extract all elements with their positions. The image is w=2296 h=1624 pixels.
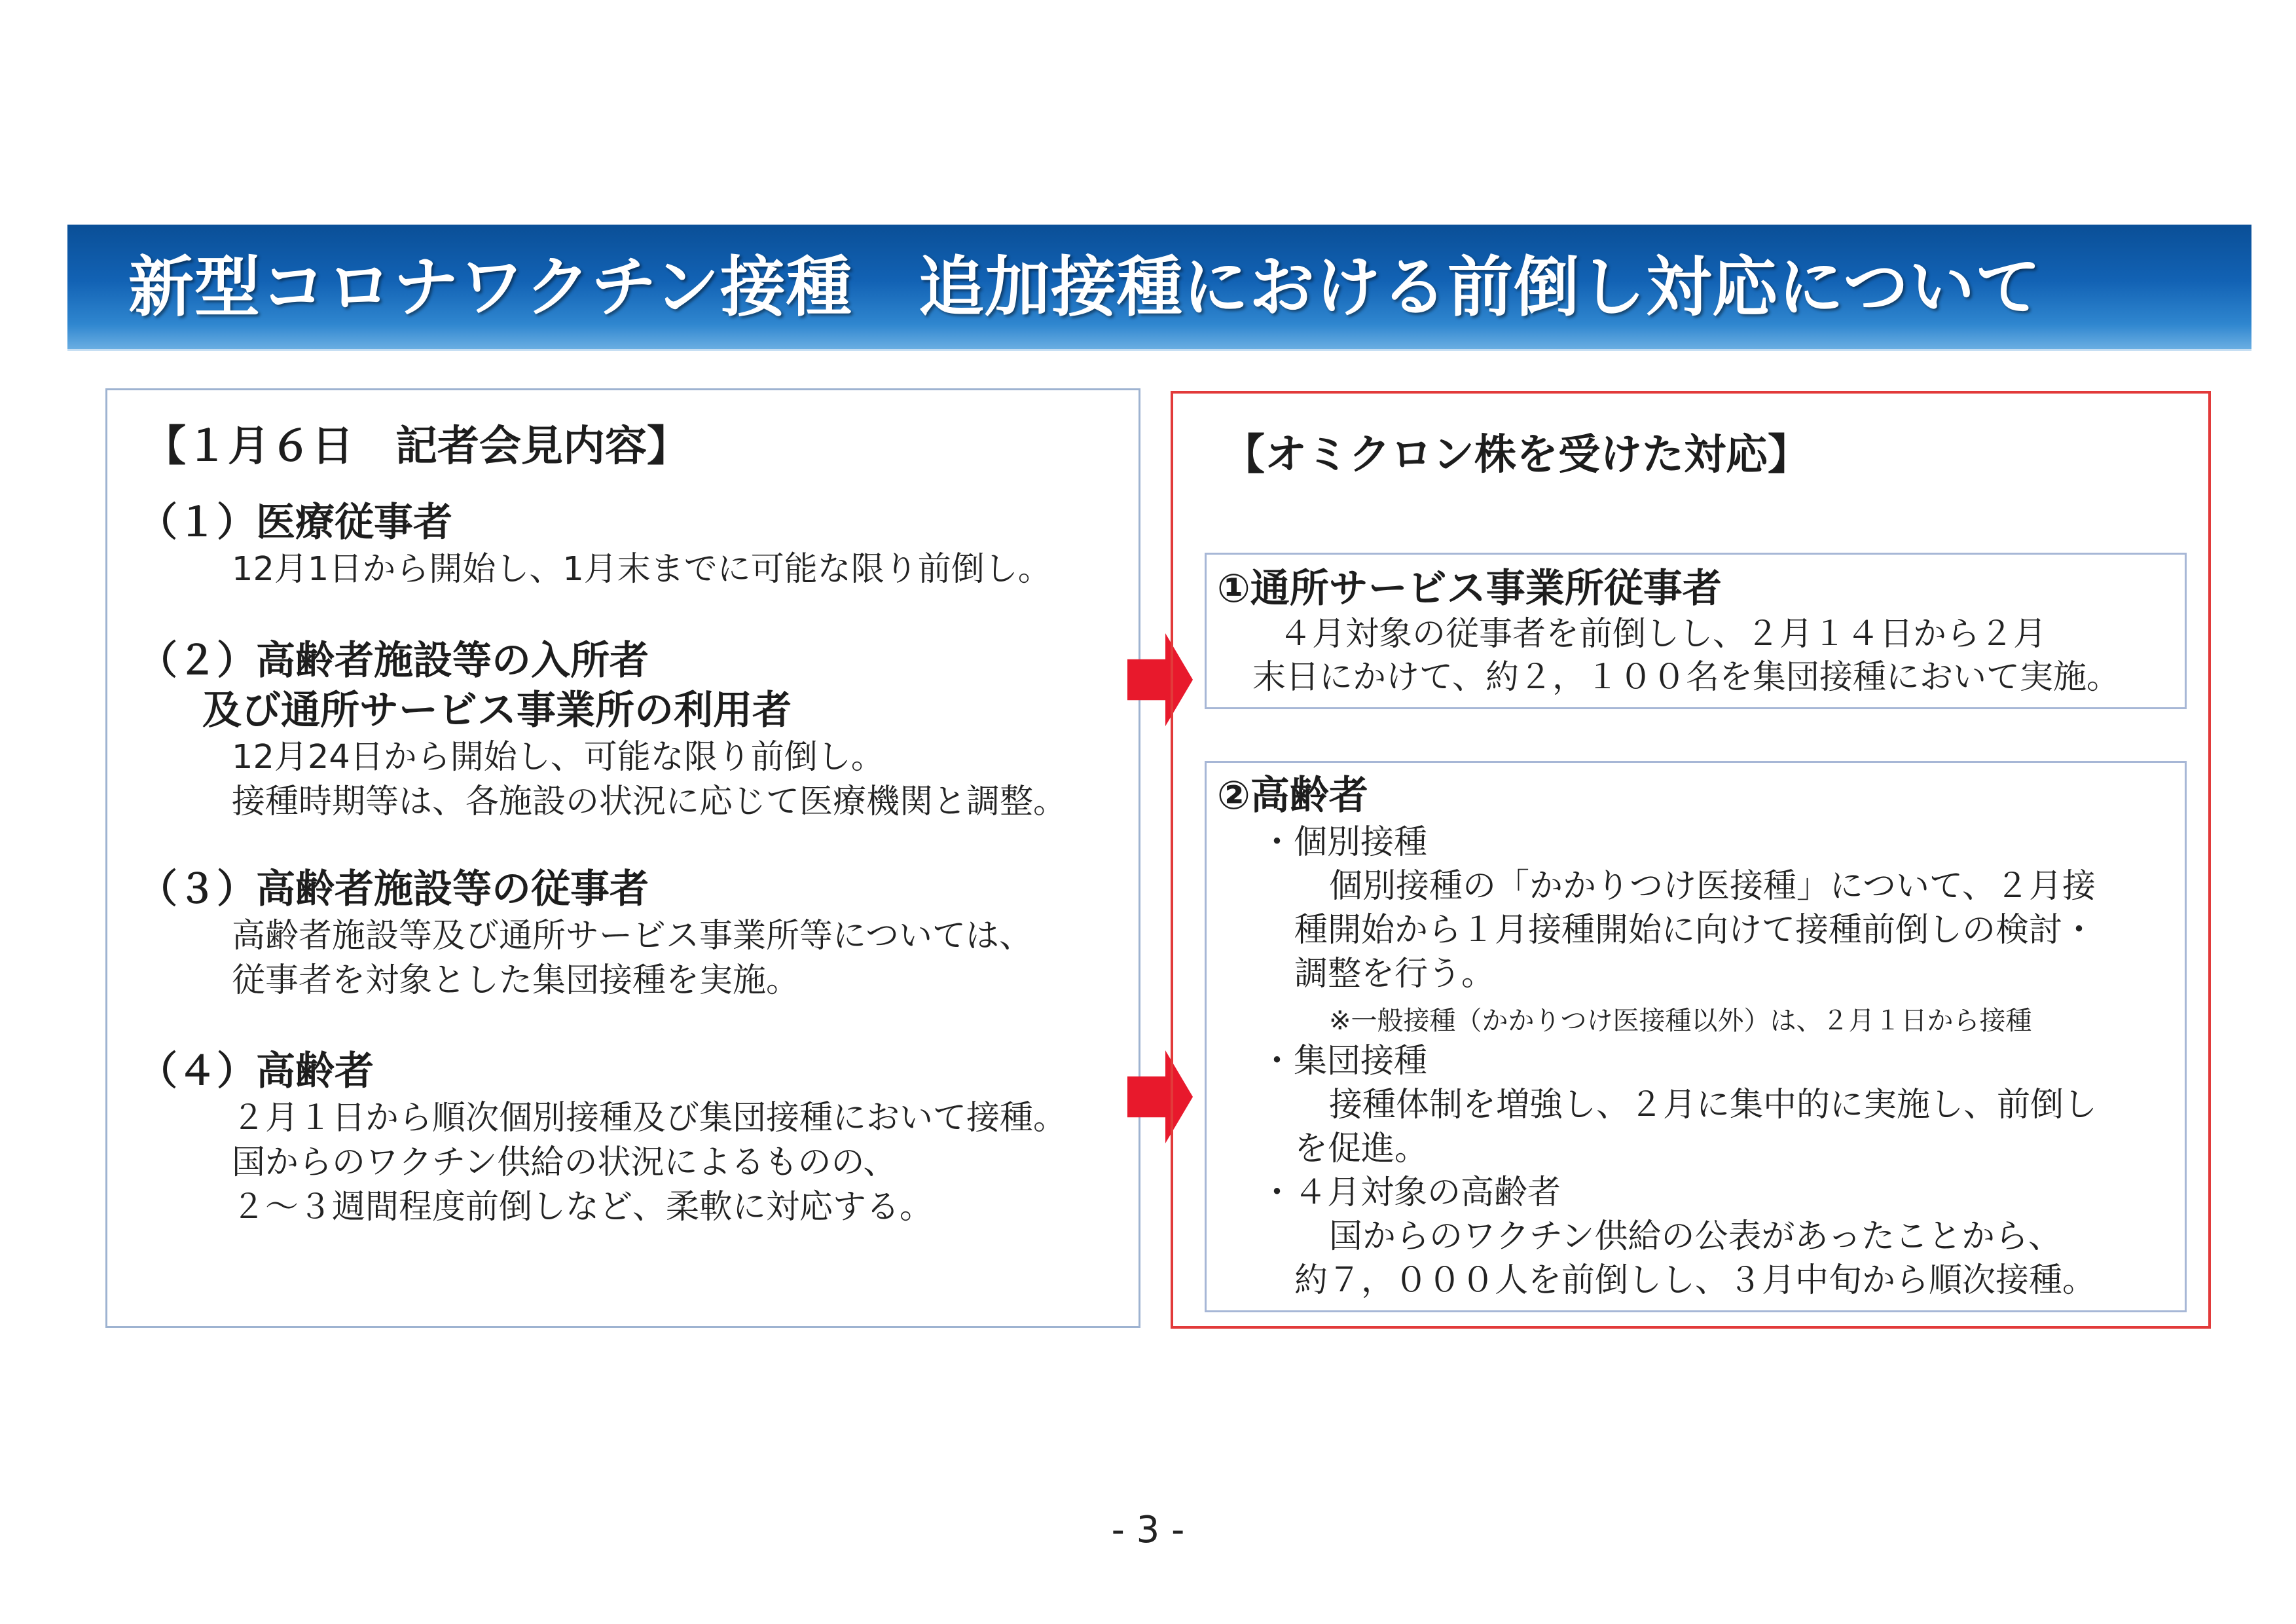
- title-banner: [67, 225, 2251, 351]
- section-facility-staff-text-1: 高齢者施設等及び通所サービス事業所等については、: [232, 917, 1032, 955]
- section-medical-workers-heading: （１）医療従事者: [138, 500, 452, 545]
- press-conference-panel: [105, 388, 1140, 1328]
- individual-vaccination-note: ※一般接種（かかりつけ医接種以外）は、２月１日から接種: [1329, 1006, 2032, 1036]
- day-service-workers-heading: ①通所サービス事業所従事者: [1217, 566, 1722, 612]
- section-elderly-text-1: ２月１日から順次個別接種及び集団接種において接種。: [232, 1099, 1067, 1137]
- group-vaccination-text-1: 接種体制を増強し、２月に集中的に実施し、前倒し: [1329, 1086, 2098, 1124]
- elderly-heading: ②高齢者: [1217, 773, 1368, 819]
- section-medical-workers-text: 12月1日から開始し、1月末までに可能な限り前倒し。: [232, 550, 1051, 589]
- section-elderly-text-3: ２～３週間程度前倒しなど、柔軟に対応する。: [232, 1188, 934, 1227]
- day-service-workers-text-1: ４月対象の従事者を前倒しし、２月１４日から２月: [1279, 615, 2047, 654]
- april-elderly-label: ・４月対象の高齢者: [1260, 1173, 1561, 1212]
- individual-vaccination-text-2: 種開始から１月接種開始に向けて接種前倒しの検討・: [1294, 911, 2096, 950]
- day-service-workers-text-2: 末日にかけて、約２，１００名を集団接種において実施。: [1252, 658, 2120, 697]
- omicron-response-heading: 【オミクロン株を受けた対応】: [1223, 431, 1810, 479]
- elderly-box: [1205, 761, 2187, 1312]
- april-elderly-text-2: 約７，０００人を前倒しし、３月中旬から順次接種。: [1294, 1261, 2096, 1300]
- press-conference-heading: 【１月６日 記者会見内容】: [144, 422, 689, 471]
- section-facility-residents-heading: （２）高齢者施設等の入所者: [138, 638, 649, 684]
- group-vaccination-text-2: を促進。: [1294, 1130, 1429, 1168]
- page-title: 新型コロナワクチン接種 追加接種における前倒し対応について: [128, 249, 2041, 325]
- page-number: - 3 -: [1111, 1509, 1185, 1551]
- section-facility-staff-heading: （３）高齢者施設等の従事者: [138, 866, 649, 912]
- section-facility-residents-text-2: 接種時期等は、各施設の状況に応じて医療機関と調整。: [232, 783, 1067, 821]
- section-elderly-heading: （４）高齢者: [138, 1048, 374, 1094]
- group-vaccination-label: ・集団接種: [1260, 1042, 1428, 1080]
- section-elderly-text-2: 国からのワクチン供給の状況によるものの、: [232, 1143, 897, 1182]
- individual-vaccination-label: ・個別接種: [1260, 823, 1428, 862]
- omicron-response-panel: [1171, 391, 2211, 1329]
- section-facility-residents-text-1: 12月24日から開始し、可能な限り前倒し。: [232, 738, 884, 777]
- section-facility-staff-text-2: 従事者を対象とした集団接種を実施。: [232, 961, 800, 1000]
- day-service-workers-box: [1205, 553, 2187, 709]
- individual-vaccination-text-1: 個別接種の「かかりつけ医接種」について、２月接: [1329, 867, 2096, 906]
- individual-vaccination-text-3: 調整を行う。: [1294, 955, 1495, 993]
- section-facility-residents-heading-cont: 及び通所サービス事業所の利用者: [202, 688, 792, 733]
- april-elderly-text-1: 国からのワクチン供給の公表があったことから、: [1329, 1217, 2062, 1256]
